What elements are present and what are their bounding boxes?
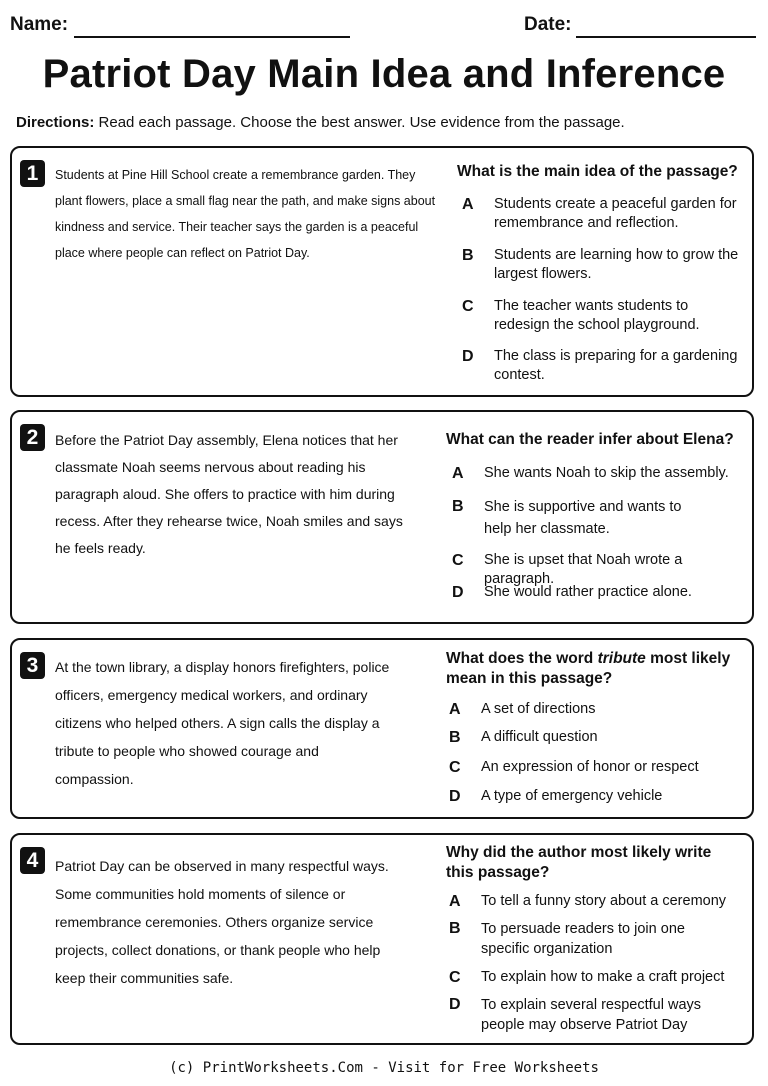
answer-choice-d[interactable] <box>452 583 748 602</box>
choice-text: The teacher wants students to redesign the school playground. <box>494 298 700 333</box>
page-title: Patriot Day Main Idea and Inference <box>42 52 726 96</box>
directions-text: Read each passage. Choose the best answer. Use evidence from the passage. <box>98 114 625 131</box>
choice-letter: C <box>462 298 474 315</box>
answer-choice-c[interactable] <box>449 758 739 777</box>
choice-text: To persuade readers to join one specific organization <box>481 921 685 957</box>
answer-choice-a[interactable] <box>449 700 739 719</box>
choice-letter: B <box>452 498 464 515</box>
question-number-badge: 4 <box>20 847 45 874</box>
choice-text: A type of emergency vehicle <box>481 788 663 804</box>
choice-text: To explain several respectful ways people may observe Patriot Day <box>481 997 702 1033</box>
passage-text: Students at Pine Hill School create a remembrance garden. They plant flowers, place a small flag near the path, and make signs about kindness and service. Their teacher says the garden is a peaceful place where people can reflect on Patriot Day. <box>55 168 436 260</box>
choice-text: To tell a funny story about a ceremony <box>481 893 727 909</box>
choice-letter: A <box>462 196 474 213</box>
question-text: What can the reader infer about Elena? <box>446 431 734 448</box>
question-card-3 <box>10 638 754 819</box>
question-number-badge: 3 <box>20 652 45 679</box>
choice-letter: A <box>449 893 461 910</box>
question-text-start: What does the word <box>446 650 598 667</box>
header-row <box>10 14 758 42</box>
choice-text: The class is preparing for a gardening contest. <box>494 348 738 383</box>
answer-choice-d[interactable] <box>462 347 744 385</box>
choice-letter: C <box>449 759 461 776</box>
answer-choice-b[interactable] <box>449 919 699 959</box>
answer-choice-b[interactable] <box>452 496 702 540</box>
question-card-2 <box>10 410 754 624</box>
choice-letter: B <box>462 247 474 264</box>
choice-letter: B <box>449 729 461 746</box>
choice-letter: D <box>452 584 464 601</box>
question-text: What is the main idea of the passage? <box>457 163 738 180</box>
answer-choice-a[interactable] <box>449 892 744 911</box>
name-label: Name: <box>10 14 69 35</box>
passage-text: Patriot Day can be observed in many respectful ways. Some communities hold moments of silence or remembrance ceremonies. Others organize service projects, collect donations, or thank people who help keep their communities safe. <box>55 858 389 986</box>
footer-credit: (c) PrintWorksheets.Com - Visit for Free Worksheets <box>169 1060 599 1076</box>
question-keyword: tribute <box>597 650 646 667</box>
question-text <box>446 649 741 689</box>
answer-choice-a[interactable] <box>462 195 744 233</box>
answer-choice-a[interactable] <box>452 464 748 483</box>
answer-choice-b[interactable] <box>462 246 744 284</box>
passage-text: At the town library, a display honors firefighters, police officers, emergency medical workers, and ordinary citizens who helped others. A sign calls the display a tribute to people who showed courage and compassion. <box>55 659 390 787</box>
choice-letter: D <box>462 348 474 365</box>
answer-choice-d[interactable] <box>449 995 744 1035</box>
answer-choice-d[interactable] <box>449 787 739 806</box>
choice-letter: D <box>449 788 461 805</box>
choice-letter: A <box>452 465 464 482</box>
choice-letter: B <box>449 920 461 937</box>
choice-text: A set of directions <box>481 701 596 717</box>
choice-letter: D <box>449 996 461 1013</box>
choice-letter: C <box>452 552 464 569</box>
choice-text: She is upset that Noah wrote a paragraph. <box>484 552 683 587</box>
choice-text: She is supportive and wants to help her classmate. <box>484 499 682 537</box>
question-card-4 <box>10 833 754 1045</box>
choice-text: Students are learning how to grow the largest flowers. <box>494 247 739 282</box>
choice-text: Students create a peaceful garden for remembrance and reflection. <box>494 196 737 231</box>
directions-label: Directions: <box>16 114 95 131</box>
question-card-1 <box>10 146 754 397</box>
choice-text: To explain how to make a craft project <box>481 969 725 985</box>
date-label: Date: <box>524 14 572 35</box>
choice-letter: C <box>449 969 461 986</box>
choice-text: An expression of honor or respect <box>481 759 699 775</box>
answer-choice-b[interactable] <box>449 728 739 747</box>
answer-choice-c[interactable] <box>462 297 744 335</box>
question-text: Why did the author most likely write this passage? <box>446 844 712 881</box>
choice-letter: A <box>449 701 461 718</box>
question-number-badge: 2 <box>20 424 45 451</box>
choice-text: A difficult question <box>481 729 598 745</box>
question-text-end: most likely mean in this passage? <box>446 650 731 687</box>
date-blank-line <box>576 36 756 38</box>
passage-text: Before the Patriot Day assembly, Elena notices that her classmate Noah seems nervous about reading his paragraph aloud. She offers to practice with him during recess. After they rehearse twice, Noah smiles and says he feels ready. <box>55 432 403 556</box>
directions <box>16 114 625 131</box>
answer-choice-c[interactable] <box>449 968 744 987</box>
choice-text: She would rather practice alone. <box>484 584 692 600</box>
question-number-badge: 1 <box>20 160 45 187</box>
choice-text: She wants Noah to skip the assembly. <box>484 465 729 481</box>
name-blank-line <box>74 36 350 38</box>
